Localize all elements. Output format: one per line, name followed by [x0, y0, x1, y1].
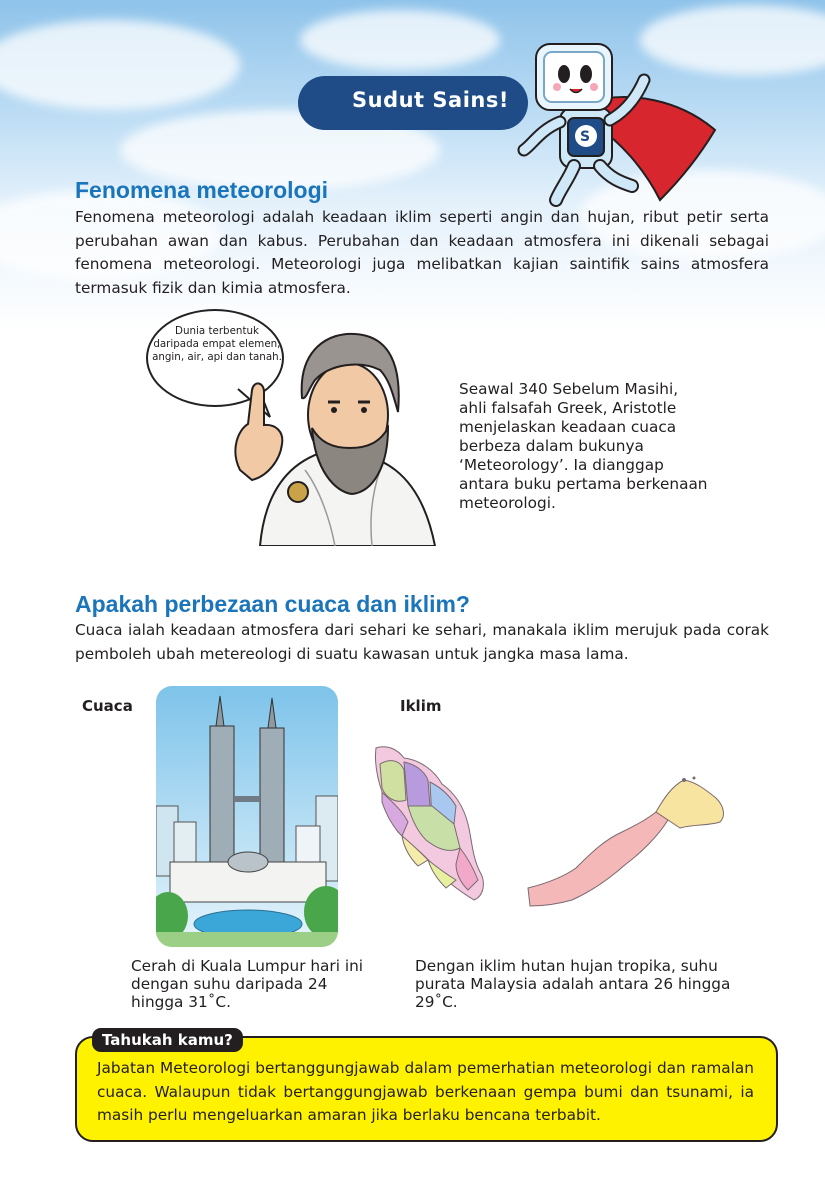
- svg-text:S: S: [580, 129, 591, 145]
- malaysia-map: [368, 740, 730, 924]
- section-title-cuaca-iklim: Apakah perbezaan cuaca dan iklim?: [75, 591, 470, 617]
- section-title-fenomena: Fenomena meteorologi: [75, 177, 329, 203]
- speech-bubble-text: Dunia terbentuk daripada empat elemen; angin, air, api dan tanah.: [152, 325, 282, 363]
- robot-mascot-icon: [510, 30, 720, 210]
- tahukah-kamu-body: Jabatan Meteorologi bertanggungjawab dalam pemerhatian meteorologi dan ramalan cuaca. Walaupun tidak bertanggungjawab berkenaan gempa bumi dan tsunami, ia masih perlu mengeluarkan amaran jika berlaku bencana terbabit.: [97, 1059, 754, 1124]
- section-body-cuaca-iklim: Cuaca ialah keadaan atmosfera dari sehari ke sehari, manakala iklim merujuk pada corak pemboleh ubah metereologi di suatu kawasan untuk jangka masa lama.: [75, 621, 769, 663]
- tahukah-kamu-label: Tahukah kamu?: [92, 1028, 243, 1052]
- aristotle-description: Seawal 340 Sebelum Masihi, ahli falsafah Greek, Aristotle menjelaskan keadaan cuaca berbeza dalam bukunya ‘Meteorology’. Ia dianggap antara buku pertama berkenaan meteorologi.: [459, 380, 708, 512]
- kuala-lumpur-illustration: [156, 686, 338, 947]
- cuaca-caption: Cerah di Kuala Lumpur hari ini dengan suhu daripada 24 hingga 31˚C.: [131, 957, 364, 1011]
- iklim-caption: Dengan iklim hutan hujan tropika, suhu purata Malaysia adalah antara 26 hingga 29˚C.: [415, 957, 731, 1011]
- section-body-fenomena: Fenomena meteorologi adalah keadaan iklim seperti angin dan hujan, ribut petir serta perubahan awan dan kabus. Perubahan dan keadaan atmosfera ini dikenali sebagai fenomena meteorologi. Meteorologi juga melibatkan kajian saintifik sains atmosfera termasuk fizik dan kimia atmosfera.: [75, 208, 769, 297]
- iklim-label: Iklim: [400, 697, 442, 715]
- cuaca-label: Cuaca: [82, 697, 133, 715]
- aristotle-illustration: [220, 320, 448, 546]
- banner-title: Sudut Sains!: [352, 88, 509, 112]
